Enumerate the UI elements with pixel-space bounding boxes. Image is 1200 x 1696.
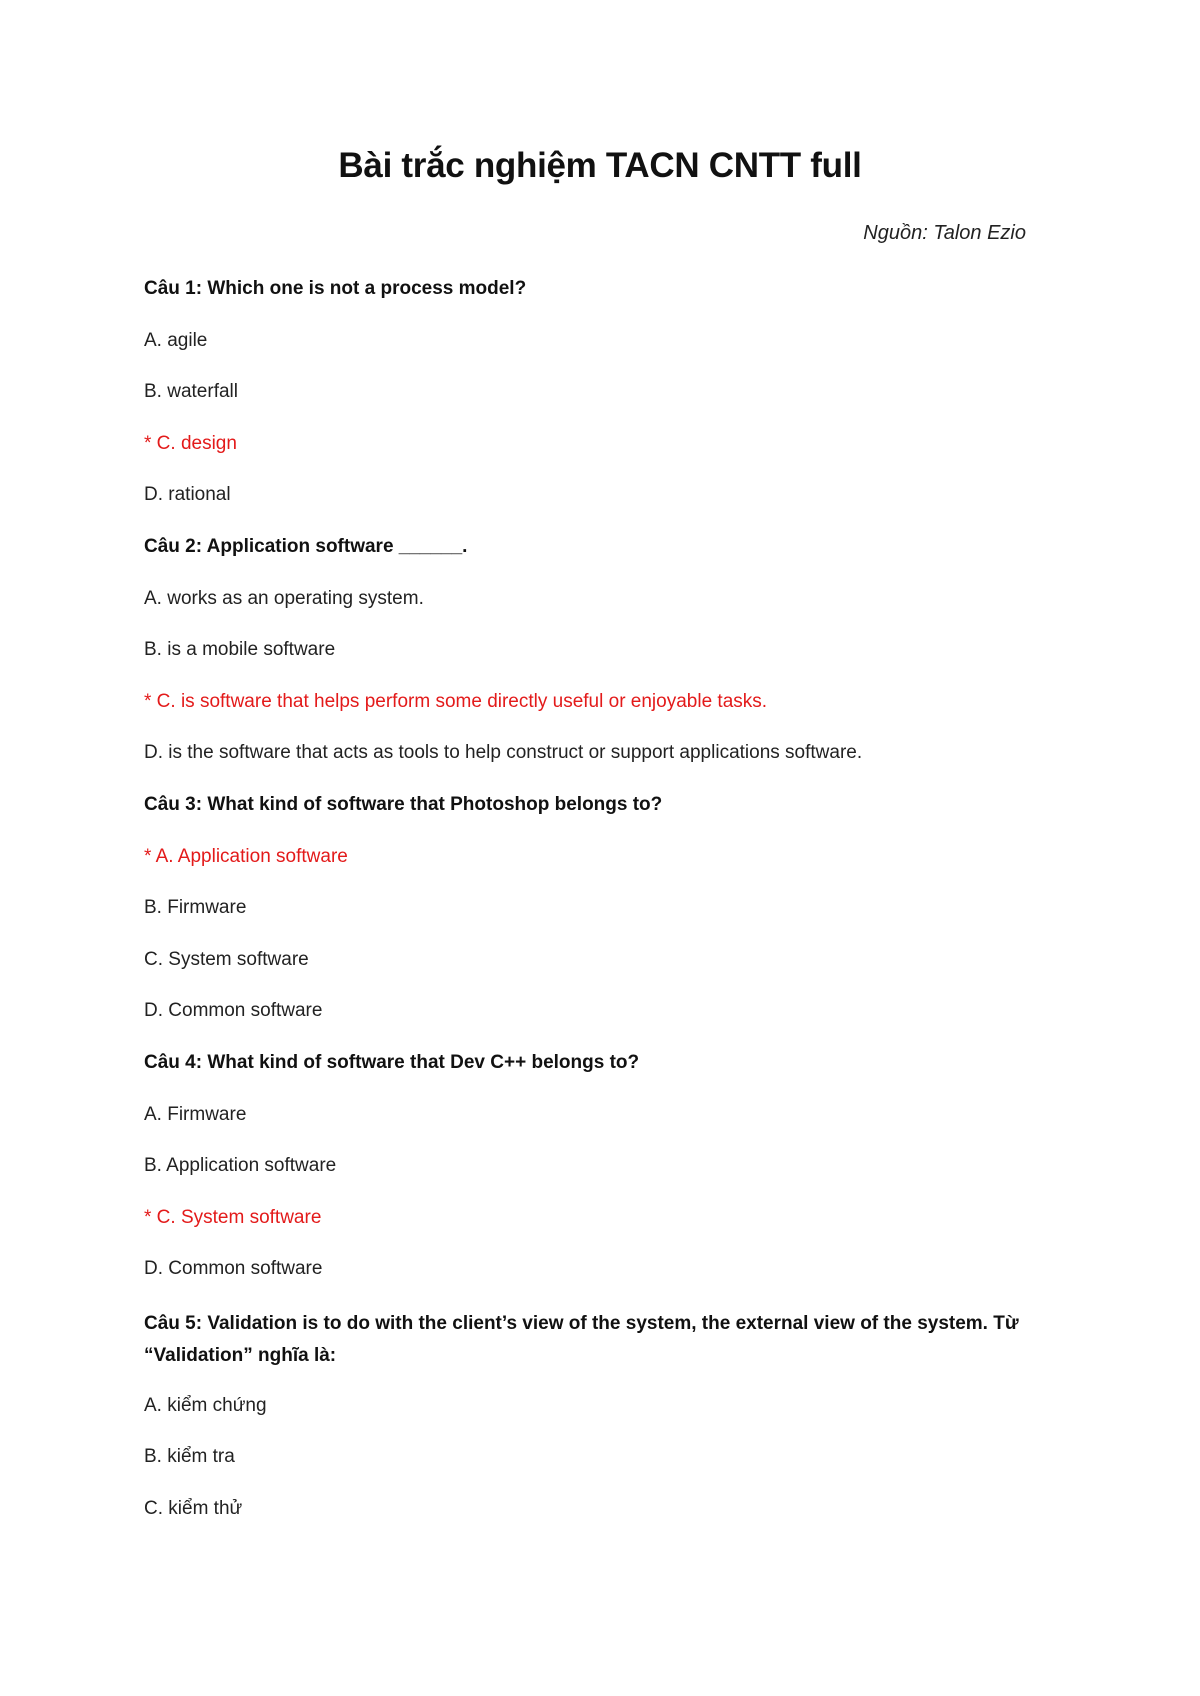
question-4-label: Câu 4:: [144, 1052, 203, 1073]
question-3-option-c: C. System software: [144, 949, 309, 970]
question-4-option-c-correct: * C. System software: [144, 1207, 322, 1228]
question-5-label: Câu 5:: [144, 1313, 203, 1334]
question-1-option-d: D. rational: [144, 484, 231, 505]
question-4: [144, 1050, 639, 1076]
question-3: [144, 792, 662, 818]
question-2-text: Application software ______.: [202, 536, 468, 557]
question-3-option-b: B. Firmware: [144, 897, 247, 918]
document-title: Bài trắc nghiệm TACN CNTT full: [338, 146, 862, 185]
question-4-option-b: B. Application software: [144, 1155, 337, 1176]
question-1-option-c-correct: * C. design: [144, 433, 237, 454]
question-3-option-d: D. Common software: [144, 1000, 323, 1021]
question-4-option-a: A. Firmware: [144, 1104, 247, 1125]
question-5-option-c: C. kiểm thử: [144, 1498, 243, 1519]
question-5-text: Validation is to do with the client’s view of the system, the external view of the system. Từ “Validation” nghĩa là:: [144, 1313, 1019, 1366]
question-4-text: What kind of software that Dev C++ belongs to?: [202, 1052, 640, 1073]
question-5-option-a: A. kiểm chứng: [144, 1395, 267, 1416]
question-2-option-d: D. is the software that acts as tools to help construct or support applications software.: [144, 742, 863, 763]
question-2-label: Câu 2:: [144, 536, 203, 557]
question-3-text: What kind of software that Photoshop belongs to?: [202, 794, 663, 815]
question-3-option-a-correct: * A. Application software: [144, 846, 348, 867]
question-3-label: Câu 3:: [144, 794, 203, 815]
question-1-label: Câu 1:: [144, 278, 203, 299]
question-5-option-b: B. kiểm tra: [144, 1446, 235, 1467]
question-4-option-d: D. Common software: [144, 1258, 323, 1279]
question-2: [144, 534, 467, 560]
question-1-text: Which one is not a process model?: [202, 278, 527, 299]
question-1-option-a: A. agile: [144, 330, 208, 351]
question-5: [144, 1308, 1064, 1372]
question-1-option-b: B. waterfall: [144, 381, 238, 402]
document-source: Nguồn: Talon Ezio: [863, 222, 1026, 244]
question-2-option-b: B. is a mobile software: [144, 639, 336, 660]
question-2-option-c-correct: * C. is software that helps perform some directly useful or enjoyable tasks.: [144, 691, 768, 712]
question-1: [144, 276, 526, 302]
question-2-option-a: A. works as an operating system.: [144, 588, 424, 609]
